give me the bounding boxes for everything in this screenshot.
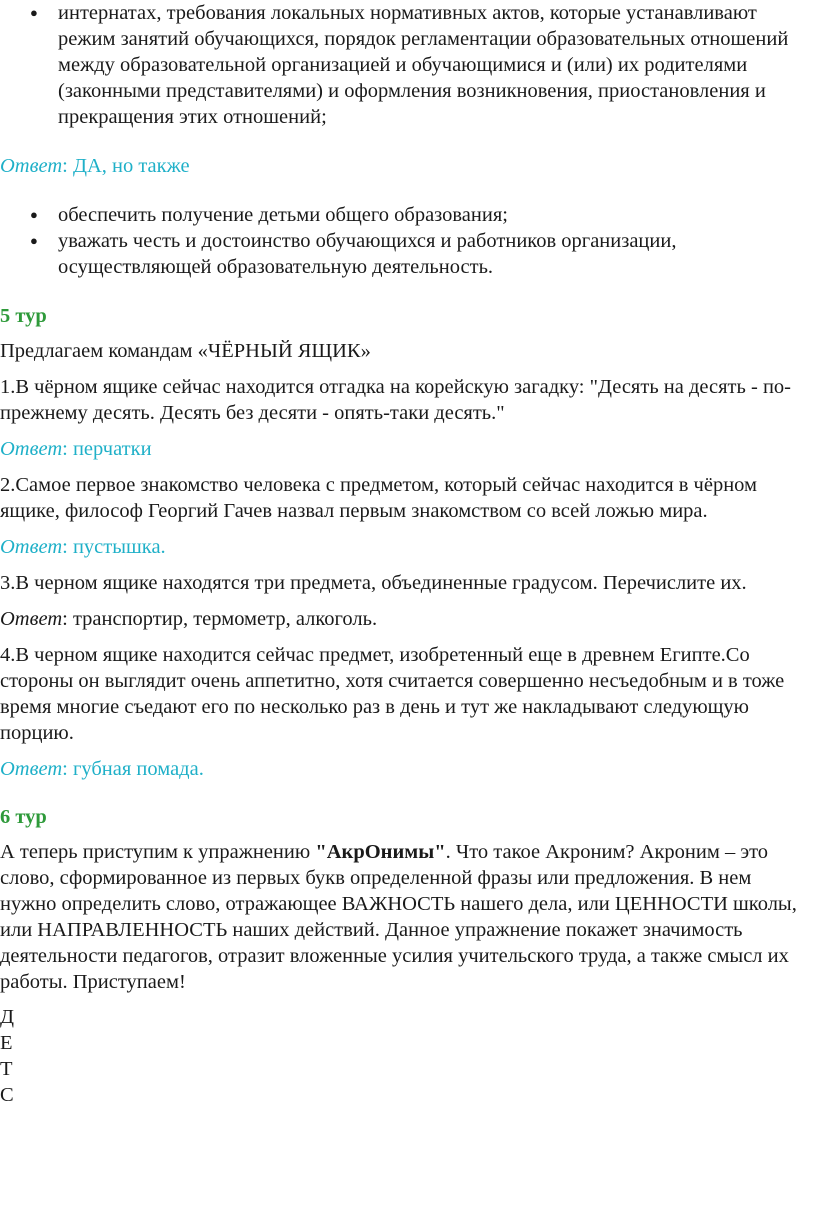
answer-paragraph	[0, 153, 798, 179]
bullet-list-second	[0, 202, 798, 280]
acronym-letter: С	[0, 1084, 14, 1106]
tour-5-intro: Предлагаем командам «ЧЁРНЫЙ ЯЩИК»	[0, 340, 371, 362]
question-4: 4.В черном ящике находится сейчас предмет, изобретенный еще в древнем Египте.Со стороны он выглядит очень аппетитно, хотя считается совершенно несъедобным и в тоже время многие съедают его по несколько раз в день и тут же накладывают следующую порцию.	[0, 644, 785, 744]
acronym-letters	[0, 1004, 798, 1108]
acronym-letter: Т	[0, 1058, 13, 1080]
bullet-icon: ●	[30, 5, 38, 20]
intro-text: . Что такое Акроним? Акроним – это слово, сформированное из первых букв определенной фразы или предложения. В нем нужно определить слово, отражающее ВАЖНОСТЬ нашего дела, или ЦЕННОСТИ школы, или НАПРАВЛЕННОСТЬ наших действий. Данное упражнение покажет значимость деятельности педагогов, отразит вложенные усилия учительского труда, а также смысл их работы. Приступаем!	[0, 841, 797, 993]
answer-3	[0, 606, 798, 632]
answer-1	[0, 436, 798, 462]
bullet-list-top	[0, 0, 798, 130]
tour-6-heading: 6 тур	[0, 806, 47, 828]
answer-label: Ответ	[0, 536, 63, 558]
acronym-letter: Е	[0, 1032, 13, 1054]
question-3: 3.В черном ящике находятся три предмета, объединенные градусом. Перечислите их.	[0, 572, 747, 594]
bullet-icon: ●	[30, 207, 38, 222]
answer-label: Ответ	[0, 438, 63, 460]
intro-bold-term: "АкрОнимы"	[315, 841, 446, 863]
answer-text: : ДА, но также	[62, 155, 190, 177]
list-item	[0, 202, 798, 228]
bullet-icon: ●	[30, 233, 38, 248]
answer-label: Ответ	[0, 155, 63, 177]
intro-text: А теперь приступим к упражнению	[0, 841, 316, 863]
acronym-letter: Д	[0, 1006, 14, 1028]
list-item-text: обеспечить получение детьми общего образования;	[58, 204, 508, 226]
list-item	[0, 0, 798, 130]
tour-6-intro	[0, 839, 798, 995]
answer-label: Ответ	[0, 758, 63, 780]
list-item-text: интернатах, требования локальных нормативных актов, которые устанавливают режим занятий обучающихся, порядок регламентации образовательных отношений между образовательной организацией и обучающимися и (или) их родителями (законными представителями) и оформления возникновения, приостановления и прекращения этих отношений;	[58, 2, 789, 128]
answer-text: : губная помада.	[62, 758, 204, 780]
answer-label: Ответ	[0, 608, 63, 630]
question-1: 1.В чёрном ящике сейчас находится отгадка на корейскую загадку: "Десять на десять - по-прежнему десять. Десять без десяти - опять-таки десять."	[0, 376, 791, 424]
answer-text: : пустышка.	[62, 536, 166, 558]
answer-4	[0, 756, 798, 782]
answer-text: : транспортир, термометр, алкоголь.	[62, 608, 378, 630]
answer-text: : перчатки	[62, 438, 152, 460]
list-item	[0, 228, 798, 280]
list-item-text: уважать честь и достоинство обучающихся и работников организации, осуществляющей образовательную деятельность.	[58, 230, 677, 278]
tour-5-heading: 5 тур	[0, 305, 47, 327]
answer-2	[0, 534, 798, 560]
question-2: 2.Самое первое знакомство человека с предметом, который сейчас находится в чёрном ящике, философ Георгий Гачев назвал первым знакомством со всей ложью мира.	[0, 474, 758, 522]
